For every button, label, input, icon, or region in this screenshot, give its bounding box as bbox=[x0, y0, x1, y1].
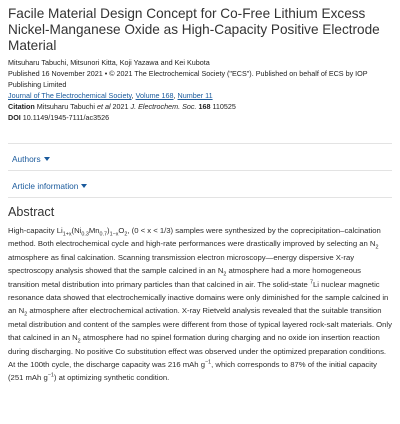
citation-page: 110525 bbox=[212, 102, 236, 111]
citation-line bbox=[8, 101, 392, 112]
journal-breadcrumb: Journal of The Electrochemical Society, Volume 168, Number 11 bbox=[8, 91, 213, 100]
citation-authors: Mitsuharu Tabuchi bbox=[36, 102, 95, 111]
article-info-toggle-label: Article information bbox=[12, 181, 79, 191]
publication-info: Published 16 November 2021 • © 2021 The Electrochemical Society ("ECS"). Published on behalf of ECS by IOP Publishing Limited bbox=[8, 69, 368, 89]
author-list: Mitsuharu Tabuchi, Mitsunori Kitta, Koji Yazawa and Kei Kubota bbox=[8, 58, 210, 67]
volume-link[interactable]: Volume 168 bbox=[135, 91, 174, 100]
doi-value[interactable]: 10.1149/1945-7111/ac3526 bbox=[22, 113, 110, 122]
authors-toggle[interactable] bbox=[12, 154, 50, 164]
number-link[interactable]: Number 11 bbox=[177, 91, 213, 100]
doi-label: DOI bbox=[8, 113, 21, 122]
journal-link[interactable]: Journal of The Electrochemical Society bbox=[8, 91, 132, 100]
authors-toggle-label: Authors bbox=[12, 154, 41, 164]
divider bbox=[8, 143, 392, 144]
abstract-text: High-capacity $Li_{1+x}(Ni_{0.3}Mn_{0.7})_{1-x}O_2$, (0 < x < 1/3) samples were synthesized by the coprecipitation–calcination method. Both electrochemical cycle and high-rate performances were drastically improved by selecting an $N_2$ atmosphere as final calcination. Scanning transmission electron microscopy—energy dispersive X-ray spectroscopy analysis showed that the sample calcined in an $N_2$ atmosphere had a more homogeneous transition metal distribution into primary particles than that calcined in air. The solid-state $^7$Li nuclear magnetic resonance data showed that electrochemically inactive domains were only diminished for the sample calcined in an $N_2$ atmosphere after electrochemical activation. X-ray Rietveld analysis revealed that the suitable transition metal distribution and content of the samples were different from those of typical layered rock-salt materials. Only that calcined in an $N_2$ atmosphere had no spinel formation during charging and no oxide ion insertion reaction during discharging. No positive Co substitution effect was observed under the optimized preparation conditions. At the 100th cycle, the discharge capacity was 216 mAh $g^{-1}$, which corresponds to 87% of the initial capacity (251 mAh $g^{-1}$) at optimizing synthetic condition. bbox=[8, 226, 392, 383]
divider bbox=[8, 170, 392, 171]
article-title: Facile Material Design Concept for Co-Free Lithium Excess Nickel-Manganese Oxide as High-Capacity Positive Electrode Material bbox=[8, 6, 380, 53]
citation-etal: et al bbox=[96, 102, 111, 111]
citation-label: Citation bbox=[8, 102, 35, 111]
article-meta bbox=[8, 57, 392, 123]
citation-volume: 168 bbox=[198, 102, 211, 111]
abstract-heading: Abstract bbox=[8, 205, 55, 219]
article-info-toggle[interactable] bbox=[12, 181, 87, 191]
divider bbox=[8, 197, 392, 198]
citation-journal: J. Electrochem. Soc. bbox=[130, 102, 197, 111]
chevron-down-icon bbox=[81, 184, 87, 188]
doi-line bbox=[8, 112, 392, 123]
citation-year: 2021 bbox=[112, 102, 129, 111]
chevron-down-icon bbox=[44, 157, 50, 161]
